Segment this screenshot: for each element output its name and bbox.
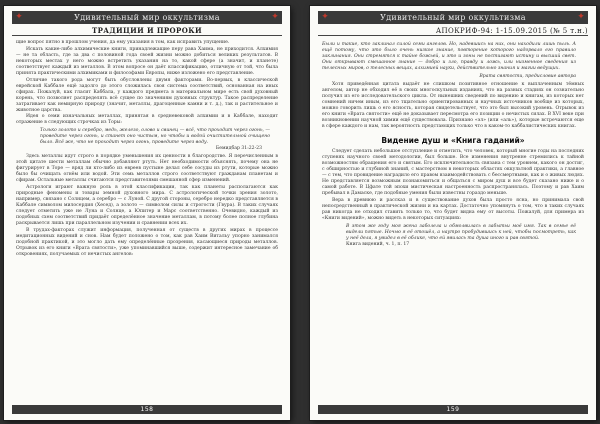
block-quote — [322, 224, 584, 248]
page-footer — [318, 405, 588, 414]
paragraph: В трудах-факторах служит информация, полученная от существ в других мирах в процессе медитационных видений и снов. Нам будет положено о том, как рав Хаим Витальу упорно занимался подобной практикой, и это могло дать ему определённые прозрения, касающиеся природы металлов. Отрывок из его книги «Врата святости», уже упоминавшийся выше, содержит интересное замечание об откровениях, получаемых от нечистых ангелов: — [16, 227, 278, 257]
page-number: 159 — [446, 406, 460, 413]
quote-citation: Книга видений, ч. 1, п. 17 — [346, 241, 410, 247]
ornament-icon: ✦ — [271, 12, 279, 22]
paragraph: Вера в древнюю и рассказ и в существование духов была просто ясна, но принимала свой непосредственный в практической жизни и на картах. Достаточно упомянуть о том, что в таких случаях рав никогда не отходил ставить только то, что будет видна ему от высоты. Пожалуй, для примера из «Книги видений», можно видеть в некоторых ситуациях: — [322, 197, 584, 221]
paragraph: Отличие такого рода могут быть обусловлены двумя факторами. Во-первых, в классической еврейской Каббале ещё задолго до этого сложилась своя система соответствий, основанная на иных сфирах. Пожалуй, как гласит Каббала, у каждого предмета в материальном мире есть свой духовный корень, что позволяет распределять всё сущее по значениям духовных структур. Такое распределение затрагивает как немирную природу (значит, металлы, драгоценные камни и т. д.), так и растительное и животное царства. — [16, 77, 278, 113]
ornament-icon: ✦ — [577, 12, 585, 22]
ornament-icon: ✦ — [321, 12, 329, 22]
page-footer — [12, 405, 282, 414]
right-page — [310, 6, 596, 420]
paragraph: Хотя приведённая цитата выдаёт не слишком позитивное отношение к выплаченным тёмных ангелом, автор не обходил её в своих многоскульных изданиях, что на разных стадиях он сознательно получил из его исследовательского цикла. От нынешних сведений по видению и книгам, из которых нет сомнений ничем иным, из его тщательно ориентированных и научных источников вообще из которых, можно говорить лишь о его ясность, которая свидетельствует, что это был высокий уровень. Отрывок из его книги «Врата святости» ещё не доказывает пересмотра его позиции о нечистых силах. В XVI веке при возникновении научной химии ещё существовала. Признано «эл» (или «аль»), которые встречаются еще в сфере каждого и нам, так вероятность предстающих только что в каком-то каббалистических книгах. — [322, 82, 584, 129]
paragraph: Следует сделать небольшое отступление и отметить, что человек, который многие годы на последних ступенях научного своей методологии, был больше. Все изменения внутренне стремились к тайной возможностям обращения его и святым. Его исключительность связана с тем уровнем, какого он достиг, с обширностью и глубиной знаний, с мастерством в некоторых областях оккультной практики, а главное — с тем, что провидение наградило его правом взаимодействовать с бессмертными, как и о живых людях. Не представляется возможным познакомиться и общаться с миром душ и все будет сказано ниже и о самой работе. В Цфате той эпохи мистическая настроенность распространялась. Поэтому и рав Хаим пребывал в Дамаске, где подобные умения были известны гораздо меньше. — [322, 149, 584, 196]
quote-text: Только золото и серебро, медь, железо, олово и свинец — всё, что проходит через огонь, — проведите через огонь, и станет оно чистым, но чтобы и водой очистительной очищено было. Всё же, что не проходит через огонь, проведите через воду. — [40, 128, 270, 146]
block-quote — [322, 42, 584, 72]
page-number: 158 — [140, 406, 154, 413]
quote-citation: Врата святости, предисловие автора — [479, 74, 576, 79]
paragraph: Идея о семи изначальных металлах, принятая в средневековой алхимии и в Каббале, находит отражение в следующих строчках из Торы: — [16, 114, 278, 126]
block-quote — [16, 128, 278, 152]
chapter-subhead: ТРАДИЦИИ И ПРОРОКИ — [12, 26, 282, 36]
section-title: Видение душ и «Книга гаданий» — [381, 136, 525, 145]
paragraph: щие вопрос пятно в прошлом учения, да ему указания в том, как исправить упущение. — [16, 40, 230, 45]
quote-text: Были и такие, кто заклинал силой семи ангелов. Но, надевшись на них, они находили лишь пыль. А ещё потому, что это было очень низкое знание, повторение которого надорвало его правило заклинания. Они стремятся к тайне божьей, и это и зоны не постигают истину и высший свет. Они открывают смешанное знание — добро и зло, правду и ложь, или низменное сведения из телесных миров, о телесных вещах, алхимией науки, действительно знания и магии ведущих. — [322, 42, 576, 71]
page-body — [16, 40, 278, 398]
page-body — [322, 40, 584, 398]
left-page — [4, 6, 290, 420]
running-head — [318, 11, 588, 24]
running-head-text: Удивительный мир оккультизма — [74, 13, 220, 22]
running-head — [12, 11, 282, 24]
paragraph: Здесь металлы идут строго в порядке уменьшения их ценности в благородстве. Я перечисленным в этой цитате шести металлам обычно добавляют ртуть. Нет необходимости объяснять, почему она не фигурирует в Торе — вряд ли кто-либо из евреев пустыне делал себе сосуды из ртути, которые можно было бы очищать огнём или водой. Эти семь металлов строго соответствуют гражданам планетам и сфирам. Остальные металлы считаются представителями смешанной сфер изменений. — [16, 154, 278, 184]
paragraph: Искать какие-либо алхимические книги, принадлежащие перу рава Хаима, не приходится. Алхимия — не та область, где за два с половиной года своей жизни можно добиться великих результатов. В некоторых местах у него можно встретить указания на то, какой сфере (а значит, и планете) соответствует каждый из металлов. В этом вопросе он даёт классификацию, отличную от той, что была принята практическими алхимиками и философами Европы, ниже изложено его представление. — [16, 46, 278, 76]
quote-text: В этом же году моя жена заболела и обмолвилась в забытьи моё имя. Так в семье её видели пятые. Ночью я её отошёл, а наутро пробудившись к ней, чтобы посмотреть, как у неё дела, я увидел в её облике, что ей явилась та душа иного и рав святой. — [346, 223, 576, 241]
issue-subhead: АПОКРИФ-94: 1-15.09.2015 (№ 5 т.н.) — [318, 26, 588, 36]
quote-citation: Бемидбар 31:22-23 — [215, 146, 262, 152]
running-head-text: Удивительный мир оккультизма — [380, 13, 526, 22]
ornament-icon: ✦ — [15, 12, 23, 22]
paragraph: Астрологи играют важную роль в этой классификации, так как планеты располагаются как природные феномены и товары земной духовного мира. С астрологической точки зрения золото, например, связано с Солнцем, а серебро — с Луной. С другой стороны, серебро нередко представляется в Каббале символом милосердия (Хесед), а золото — символом силы и строгости (Гвура). В таких случаях следует отметить уже не Луна и Солнце, а Юпитер и Марс соответственно. Очевидно, каждый из подобных схем соответствий придаёт определённое значение металлам, в потому более полное глубина раскрывается лишь при параллельном изучении и сравнении всех их. — [16, 185, 278, 227]
